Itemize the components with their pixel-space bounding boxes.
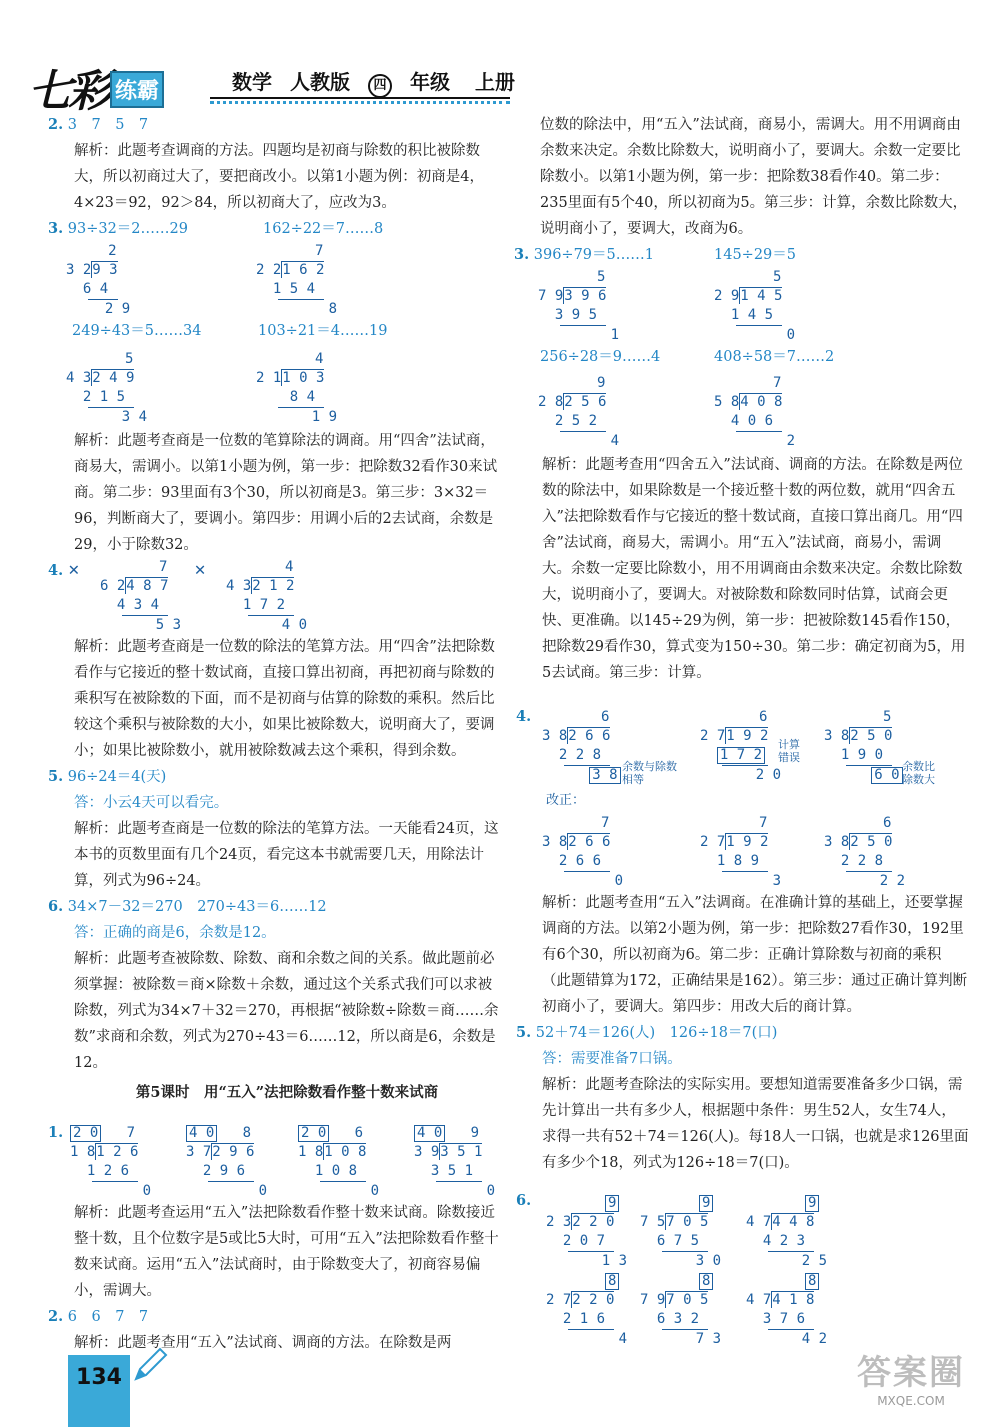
lesson1-explanation: 解析：此题考查运用“五入”法把除数看作整十数来试商。除数接近整十数，且个位数字是5或比5大时，可用“五入”法把除数看作整十数来试商。运用“五入”法试商时，由于除数变大了，初商容易偏小，需调大。 <box>74 1205 499 1299</box>
right-q3-explanation: 解析：此题考查用“四舍五入”法试商、调商的方法。在除数是两位数的除法中，如果除数是一个接近整十数的两位数，就用“四舍五入”法把除数看作与它接近的整十数试商，直接口算出商几。用“四舍”法试商，商易大，需调小。用“五入”法试商，商易小，需调大。余数一定要比除数小，用不用调商由余数来决定。余数比除数大，说明商小了，要调大。对被除数和除数同时估算，试商会更快、更准确。以145÷29为例，第一步：把被除数145看作150，把除数29看作30，算式变为150÷30。第二步：确定初商为5，用5去试商。第三步：计算。 <box>542 457 966 681</box>
division-250-38-wrong: 5 3 82 5 0 1 9 0 6 0 <box>824 708 892 785</box>
lesson-title: 第5课时 用“五入”法把除数看作整十数来试商 <box>135 1084 439 1101</box>
division-249-43: 5 4 32 4 9 2 1 5 3 4 <box>66 351 148 425</box>
division-250-38-fixed: 6 3 82 5 0 2 2 8 2 2 <box>824 815 906 889</box>
division-145-29: 5 2 91 4 5 1 4 5 0 <box>714 269 796 343</box>
pencil-icon <box>130 1345 170 1385</box>
lesson2-explanation: 解析：此题考查用“五入”法试商、调商的方法。在除数是两 <box>74 1335 452 1351</box>
watermark: 答案圈 MXQE.COM <box>857 1353 965 1408</box>
division-266-38-fixed: 7 3 82 6 6 2 6 6 0 <box>542 815 624 889</box>
division-93-32: 2 3 29 3 6 4 2 9 <box>66 243 131 317</box>
division-396-79: 5 7 93 9 6 3 9 5 1 <box>538 269 620 343</box>
q3-explanation: 解析：此题考查商是一位数的笔算除法的调商。用“四舍”法试商，商易大，需调小。以第1小题为例，第一步：把除数32看作30来试商。第二步：93里面有3个30，所以初商是3。第三步：3×32＝96，判断商大了，要调小。第四步：用调小后的2去试商，余数是29，小于除数32。 <box>74 433 498 553</box>
page-number: 134 <box>68 1355 130 1427</box>
page-header <box>0 0 1000 117</box>
right-q5-explanation: 解析：此题考查除法的实际实用。要想知道需要准备多少口锅，需先计算出一共有多少人，根据题中条件：男生52人，女生74人，求得一共有52＋74＝126(人)。每18人一口锅，也就是求126里面有多少个18，列式为126÷18＝7(口)。 <box>542 1077 969 1171</box>
division-408-58: 7 5 84 0 8 4 0 6 2 <box>714 375 796 449</box>
division-108-18: 2 0 6 1 81 0 8 1 0 8 0 <box>298 1125 380 1199</box>
right-continuation: 位数的除法中，用“五入”法试商，商易小，需调大。用不用调商由余数来决定。余数比除数大，说明商小了，要调大。余数一定要比除数小。以第1小题为例，第一步：把除数38看作40。第二步：235里面有5个40，所以初商为5。第三步：计算，余数比除数大，说明商小了，要调大，改商为6。 <box>540 117 968 237</box>
division-192-27-fixed: 7 2 71 9 2 1 8 9 3 <box>700 815 782 889</box>
brand-logo: 七彩 练霸 <box>28 55 164 119</box>
division-103-21: 4 2 11 0 3 8 4 1 9 <box>256 351 338 425</box>
book-title: 数学 人教版 四 年级 上册 <box>232 66 533 98</box>
division-192-27-wrong: 6 2 71 9 2 1 7 2 2 0 <box>700 709 782 783</box>
division-296-37: 4 0 8 3 72 9 6 2 9 6 0 <box>186 1125 268 1199</box>
division-266-38-wrong: 6 3 82 6 6 2 2 8 3 8 <box>542 708 610 785</box>
division-126-18: 2 0 7 1 81 2 6 1 2 6 0 <box>70 1125 152 1199</box>
division-212-43: 4 4 32 1 2 1 7 2 4 0 <box>226 559 308 633</box>
division-705-79: 8 7 97 0 5 6 3 2 7 3 <box>640 1273 722 1347</box>
division-448-47: 9 4 74 4 8 4 2 3 2 5 <box>746 1195 828 1269</box>
division-487-62: 7 6 24 8 7 4 3 4 5 3 <box>100 559 182 633</box>
division-351-39: 4 0 9 3 93 5 1 3 5 1 0 <box>414 1125 496 1199</box>
q2-explanation: 解析：此题考查调商的方法。四题均是初商与除数的积比被除数大，所以初商过大了，要把商改小。以第1小题为例：初商是4，4×23＝92，92＞84，所以初商大了，应改为3。 <box>74 143 484 211</box>
q4-explanation: 解析：此题考查商是一位数的除法的笔算方法。用“四舍”法把除数看作与它接近的整十数试商，直接口算出初商，再把初商与除数的乘积写在被除数的下面，而不是初商与估算的除数的乘积。然后比较这个乘积与被除数的大小，如果比被除数大，说明商大了，要调小；如果比被除数小，就用被除数减去这个乘积，得到余数。 <box>74 639 495 759</box>
division-162-22: 7 2 21 6 2 1 5 4 8 <box>256 243 338 317</box>
division-220-27: 8 2 72 2 0 2 1 6 4 <box>546 1273 628 1347</box>
left-column: 2. 3 7 5 7 解析：此题考查调商的方法。四题均是初商与除数的积比被除数大，所以初商过大了，要把商改小。以第1小题为例：初商是4，4×23＝92，92＞84，所以初商大了，应改为3。 3. 93÷32＝2……29 162÷22＝7……8 <box>48 112 498 242</box>
division-705-75: 9 7 57 0 5 6 7 5 3 0 <box>640 1195 722 1269</box>
division-220-23: 9 2 32 2 0 2 0 7 1 3 <box>546 1195 628 1269</box>
note-remainder-bigger: 余数比除数大 <box>902 760 935 786</box>
division-256-28: 9 2 82 5 6 2 5 2 4 <box>538 375 620 449</box>
q5-explanation: 解析：此题考查商是一位数的除法的笔算方法。一天能看24页，这本书的页数里面有几个24页，看完这本书就需要几天，用除法计算，列式为96÷24。 <box>74 821 499 889</box>
note-remainder-equal: 余数与除数相等 <box>622 760 677 786</box>
division-418-47: 8 4 74 1 8 3 7 6 4 2 <box>746 1273 828 1347</box>
q6-explanation: 解析：此题考查被除数、除数、商和余数之间的关系。做此题前必须掌握：被除数＝商×除数＋余数，通过这个关系式我们可以求被除数，列式为34×7＋32＝270，再根据“被除数÷除数＝商……余数”求商和余数，列式为270÷43＝6……12，所以商是6，余数是12。 <box>74 951 499 1071</box>
right-q4-explanation: 解析：此题考查用“五入”法调商。在准确计算的基础上，还要掌握调商的方法。以第2小题为例，第一步：把除数27看作30，192里有6个30，所以初商为6。第二步：正确计算除数与初商的乘积（此题错算为172，正确结果是162）。第三步：通过正确计算判断初商小了，要调大。第四步：用改大后的商计算。 <box>542 895 968 1015</box>
note-calc-error: 计算错误 <box>778 738 800 764</box>
